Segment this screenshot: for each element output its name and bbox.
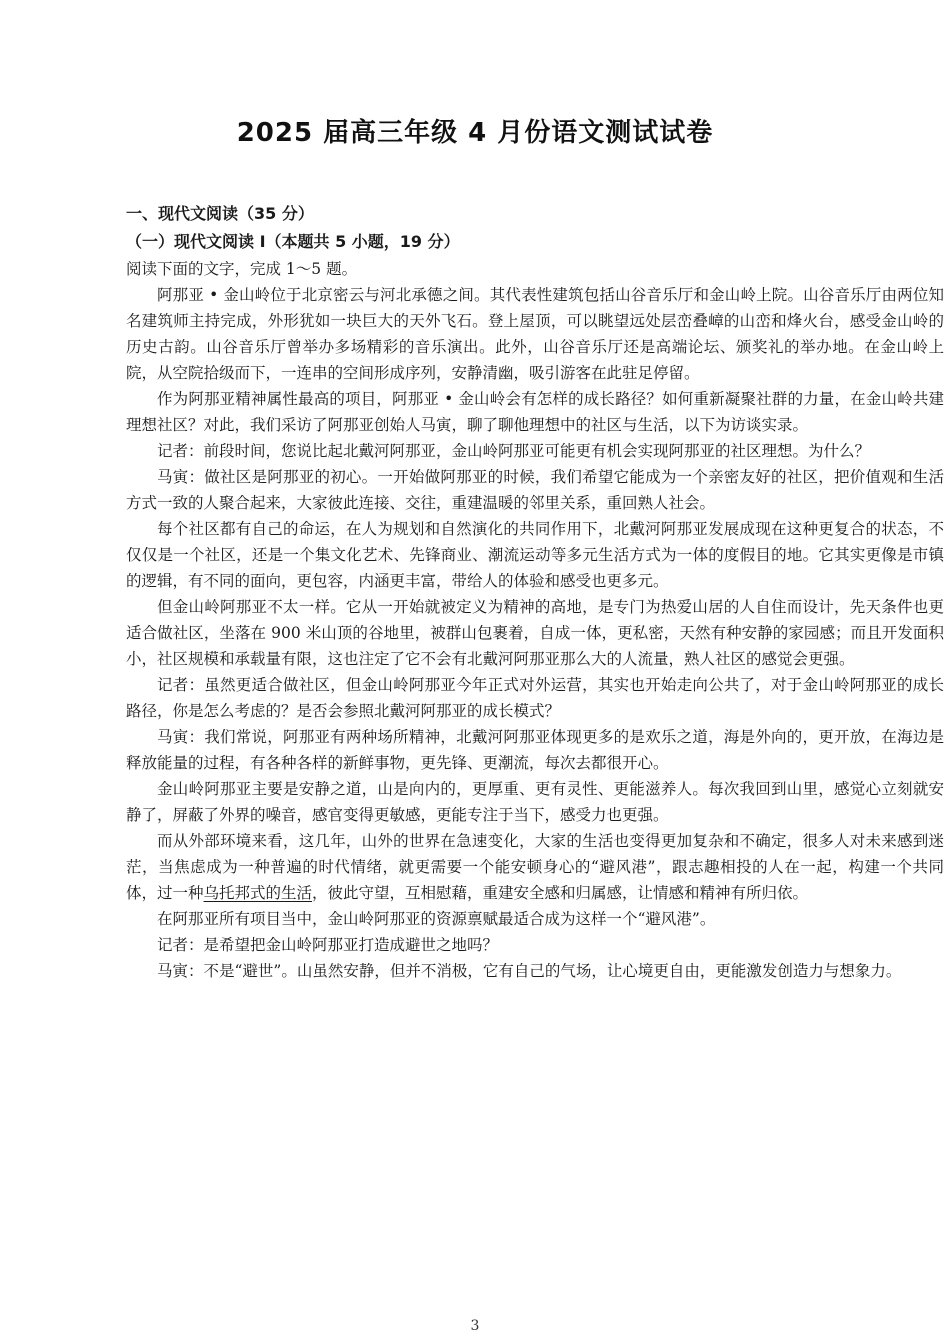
section-heading: 一、现代文阅读（35 分）: [126, 204, 314, 223]
paragraph-ma-yin-a1: 马寅：做社区是阿那亚的初心。一开始做阿那亚的时候，我们希望它能成为一个亲密友好的社区，把价值观和生活方式一致的人聚合起来，大家彼此连接、交往，重建温暖的邻里关系，重回熟人社会。: [126, 468, 944, 512]
paragraph-ma-yin-a2: 马寅：我们常说，阿那亚有两种场所精神，北戴河阿那亚体现更多的是欢乐之道，海是外向的，更开放，在海边是释放能量的过程，有各种各样的新鲜事物，更先锋、更潮流，每次去都很开心。: [126, 728, 944, 772]
paragraph-quiet-way: 金山岭阿那亚主要是安静之道，山是向内的，更厚重、更有灵性、更能滋养人。每次我回到山里，感觉心立刻就安静了，屏蔽了外界的噪音，感官变得更敏感，更能专注于当下，感受力也更强。: [126, 780, 944, 824]
paragraph-community-fate: 每个社区都有自己的命运，在人为规划和自然演化的共同作用下，北戴河阿那亚发展成现在这种更复合的状态，不仅仅是一个社区，还是一个集文化艺术、先锋商业、潮流运动等多元生活方式为一体的度假目的地。它其实更像是市镇的逻辑，有不同的面向，更包容，内涵更丰富，带给人的体验和感受也更多元。: [126, 520, 944, 590]
paragraph-intro: 阿那亚 • 金山岭位于北京密云与河北承德之间。其代表性建筑包括山谷音乐厅和金山岭上院。山谷音乐厅由两位知名建筑师主持完成，外形犹如一块巨大的天外飞石。登上屋顶，可以眺望远处层峦叠嶂的山峦和烽火台，感受金山岭的历史古韵。山谷音乐厅曾举办多场精彩的音乐演出。此外，山谷音乐厅还是高端论坛、颁奖礼的举办地。在金山岭上院，从空院拾级而下，一连串的空间形成序列，安静清幽，吸引游客在此驻足停留。: [126, 286, 944, 382]
paragraph-jinshanling: 但金山岭阿那亚不太一样。它从一开始就被定义为精神的高地，是专门为热爱山居的人自住而设计，先天条件也更适合做社区，坐落在 900 米山顶的谷地里，被群山包裹着，自成一体，更私密，天然有种安静的家园感；而且开发面积小，社区规模和承载量有限，这也注定了它不会有北戴河阿那亚那么大的人流量，熟人社区的感觉会更强。: [126, 598, 944, 668]
paragraph-ma-yin-a3: 马寅：不是“避世”。山虽然安静，但并不消极，它有自己的气场，让心境更自由，更能激发创造力与想象力。: [157, 962, 902, 980]
page-number: 3: [470, 1318, 480, 1334]
paragraph-reporter-q1: 记者：前段时间，您说比起北戴河阿那亚，金山岭阿那亚可能更有机会实现阿那亚的社区理想。为什么？: [157, 442, 871, 460]
paragraph-resource: 在阿那亚所有项目当中，金山岭阿那亚的资源禀赋最适合成为这样一个“避风港”。: [157, 910, 716, 928]
subsection-heading: （一）现代文阅读 I（本题共 5 小题，19 分）: [126, 232, 460, 251]
paragraph-shelter-text-before: 而从外部环境来看，这几年，山外的世界在急速变化，大家的生活也变得更加复杂和不确定，很多人对未来感到迷茫，当焦虑成为一种普遍的时代情绪，就更需要一个能安顿身心的“避风港”，跟志趣相投的人在一起，构建一个共同体，过一种: [126, 832, 944, 902]
instruction: 阅读下面的文字，完成 1～5 题。: [126, 260, 358, 278]
paragraph-shelter: [126, 828, 944, 906]
underlined-phrase: 乌托邦式的生活: [203, 884, 313, 902]
paragraph-reporter-q2: 记者：虽然更适合做社区，但金山岭阿那亚今年正式对外运营，其实也开始走向公共了，对于金山岭阿那亚的成长路径，你是怎么考虑的？是否会参照北戴河阿那亚的成长模式？: [126, 676, 944, 720]
paragraph-context: 作为阿那亚精神属性最高的项目，阿那亚 • 金山岭会有怎样的成长路径？如何重新凝聚社群的力量，在金山岭共建理想社区？对此，我们采访了阿那亚创始人马寅，聊了聊他理想中的社区与生活，以下为访谈实录。: [126, 390, 944, 434]
reading-content: [126, 200, 944, 984]
exam-title: 2025 届高三年级 4 月份语文测试试卷: [236, 118, 714, 148]
paragraph-shelter-text-after: ，彼此守望，互相慰藉，重建安全感和归属感，让情感和精神有所归依。: [312, 884, 809, 902]
paragraph-reporter-q3: 记者：是希望把金山岭阿那亚打造成避世之地吗？: [157, 936, 499, 954]
